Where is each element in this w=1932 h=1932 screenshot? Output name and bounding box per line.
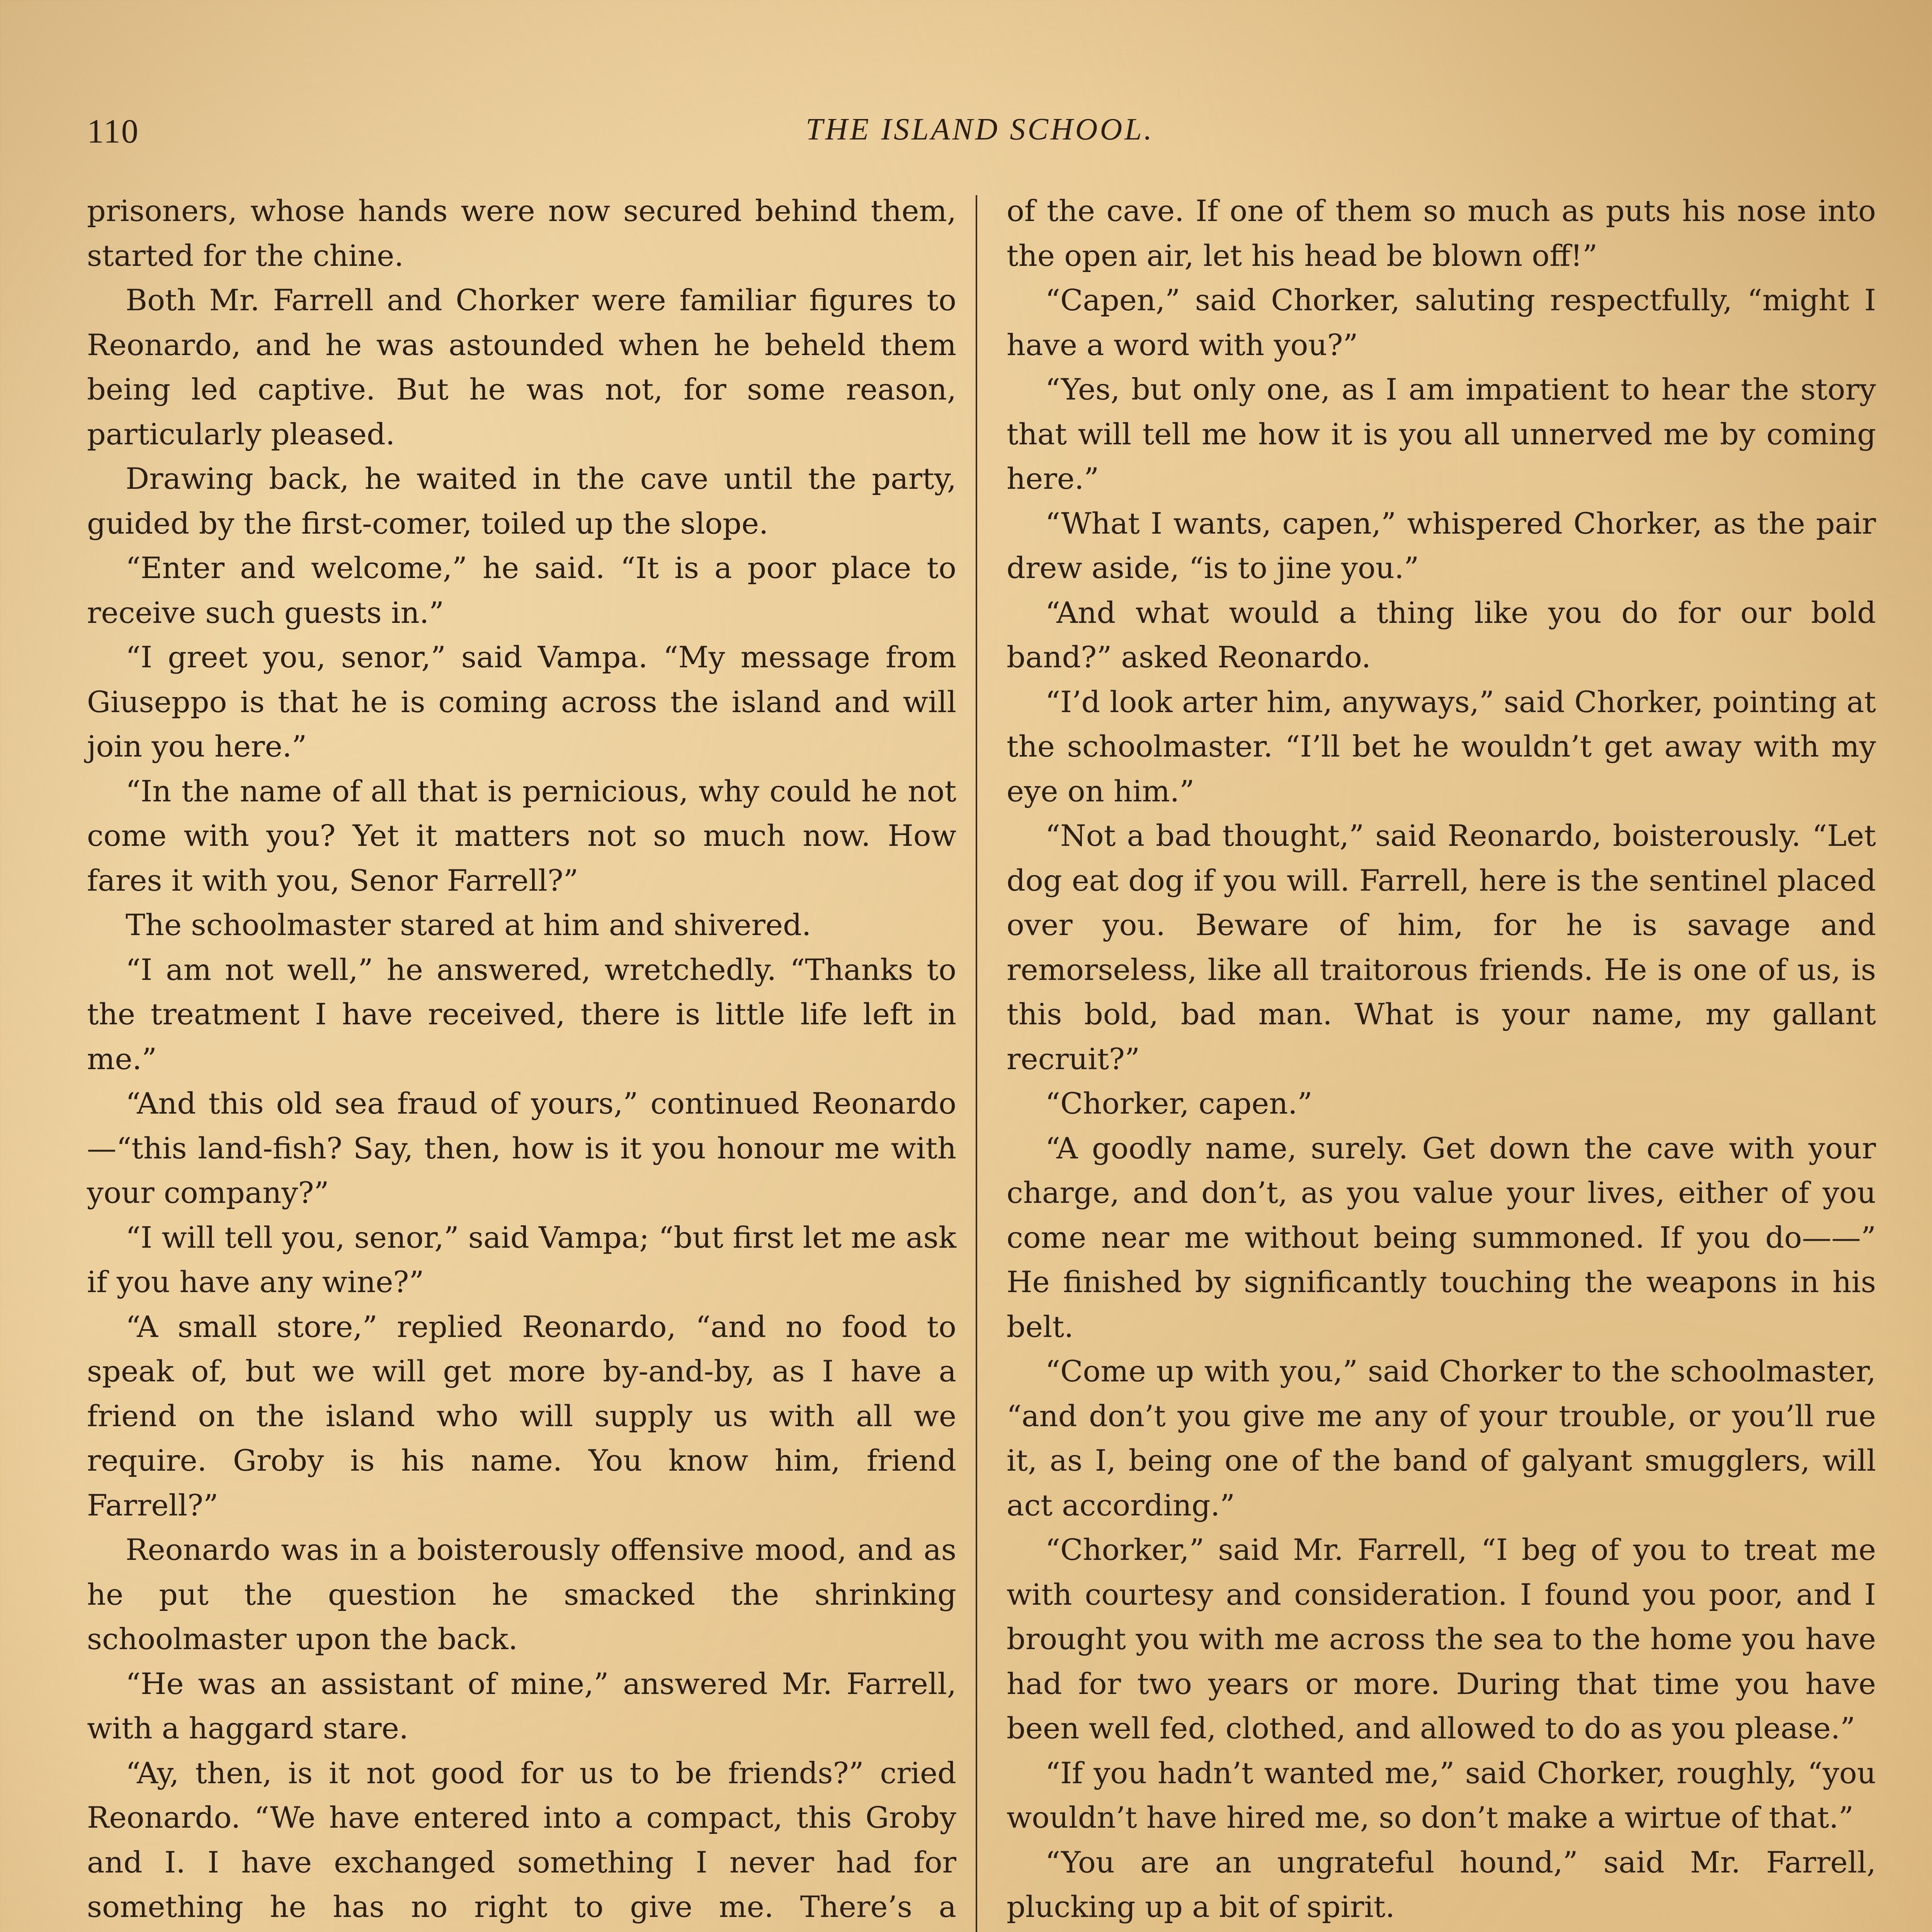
- paragraph: Reonardo was in a boisterously offensive mood, and as he put the question he smacked the shrinking schoolmaster upon the back.: [87, 1532, 956, 1656]
- column-divider: [976, 195, 977, 1932]
- paragraph: “Chorker, capen.”: [1045, 1086, 1313, 1121]
- left-column: [87, 189, 956, 1932]
- paragraph: “I will tell you, senor,” said Vampa; “but first let me ask if you have any wine?”: [87, 1220, 956, 1299]
- paragraph: “A small store,” replied Reonardo, “and no food to speak of, but we will get more by-and-by, as I have a friend on the island who will supply us with all we require. Groby is his name. You know him, friend Farrell?”: [87, 1309, 956, 1522]
- page-number: 110: [87, 113, 139, 150]
- paragraph: [1007, 1929, 1876, 1932]
- paragraph: of the cave. If one of them so much as puts his nose into the open air, let his head be blown off!”: [1007, 194, 1876, 273]
- paragraph: “I greet you, senor,” said Vampa. “My message from Giuseppo is that he is coming across the island and will join you here.”: [87, 640, 956, 764]
- paragraph: “And what would a thing like you do for our bold band?” asked Reonardo.: [1007, 595, 1876, 674]
- running-title: THE ISLAND SCHOOL.: [806, 112, 1154, 146]
- paragraph: Both Mr. Farrell and Chorker were familiar figures to Reonardo, and he was astounded when he beheld them being led captive. But he was not, for some reason, particularly pleased.: [87, 283, 956, 451]
- paragraph: “Yes, but only one, as I am impatient to hear the story that will tell me how it is you all unnerved me by coming here.”: [1007, 372, 1876, 496]
- paragraph: “I’d look arter him, anyways,” said Chorker, pointing at the schoolmaster. “I’ll bet he wouldn’t get away with my eye on him.”: [1007, 684, 1876, 808]
- right-column: [1007, 189, 1876, 1932]
- paragraph: “What I wants, capen,” whispered Chorker, as the pair drew aside, “is to jine you.”: [1007, 506, 1876, 585]
- paragraph: “You are an ungrateful hound,” said Mr. Farrell, plucking up a bit of spirit.: [1007, 1845, 1876, 1924]
- paragraph: “Not a bad thought,” said Reonardo, boisterously. “Let dog eat dog if you will. Farrell, here is the sentinel placed over you. Beware of him, for he is savage and remorseless, like all traitorous friends. He is one of us, is this bold, bad man. What is your name, my gallant recruit?”: [1007, 818, 1876, 1076]
- paragraph: “He was an assistant of mine,” answered Mr. Farrell, with a haggard stare.: [87, 1666, 956, 1745]
- paragraph: “Capen,” said Chorker, saluting respectfully, “might I have a word with you?”: [1007, 283, 1876, 362]
- paragraph: “And this old sea fraud of yours,” continued Reonardo—“this land-fish? Say, then, how is it you honour me with your company?”: [87, 1086, 956, 1210]
- paragraph: “A goodly name, surely. Get down the cave with your charge, and don’t, as you value your lives, either of you come near me without being summoned. If you do——” He finished by significantly touching the weapons in his belt.: [1007, 1131, 1876, 1344]
- paragraph: The schoolmaster stared at him and shivered.: [126, 908, 811, 942]
- paragraph: “Enter and welcome,” he said. “It is a poor place to receive such guests in.”: [87, 551, 956, 630]
- paragraph: “Ay, then, is it not good for us to be friends?” cried Reonardo. “We have entered into a compact, this Groby and I. I have exchanged something I never had for something he has no right to give me. There’s a: [87, 1755, 956, 1924]
- paragraph: prisoners, whose hands were now secured behind them, started for the chine.: [87, 194, 956, 273]
- paragraph: Drawing back, he waited in the cave until the party, guided by the first-comer, toiled up the slope.: [87, 461, 956, 541]
- paragraph: “I am not well,” he answered, wretchedly. “Thanks to the treatment I have received, there is little life left in me.”: [87, 952, 956, 1076]
- paragraph: “Come up with you,” said Chorker to the schoolmaster, “and don’t you give me any of your trouble, or you’ll rue it, as I, being one of the band of galyant smugglers, will act according.”: [1007, 1354, 1876, 1522]
- page-header: [87, 112, 1873, 158]
- paragraph: “If you hadn’t wanted me,” said Chorker, roughly, “you wouldn’t have hired me, so don’t make a wirtue of that.”: [1007, 1755, 1876, 1835]
- paragraph: “Chorker,” said Mr. Farrell, “I beg of you to treat me with courtesy and consideration. I found you poor, and I brought you with me across the sea to the home you have had for two years or more. During that time you have been well fed, clothed, and allowed to do as you please.”: [1007, 1532, 1876, 1745]
- paragraph: “In the name of all that is pernicious, why could he not come with you? Yet it matters not so much now. How fares it with you, Senor Farrell?”: [87, 774, 956, 898]
